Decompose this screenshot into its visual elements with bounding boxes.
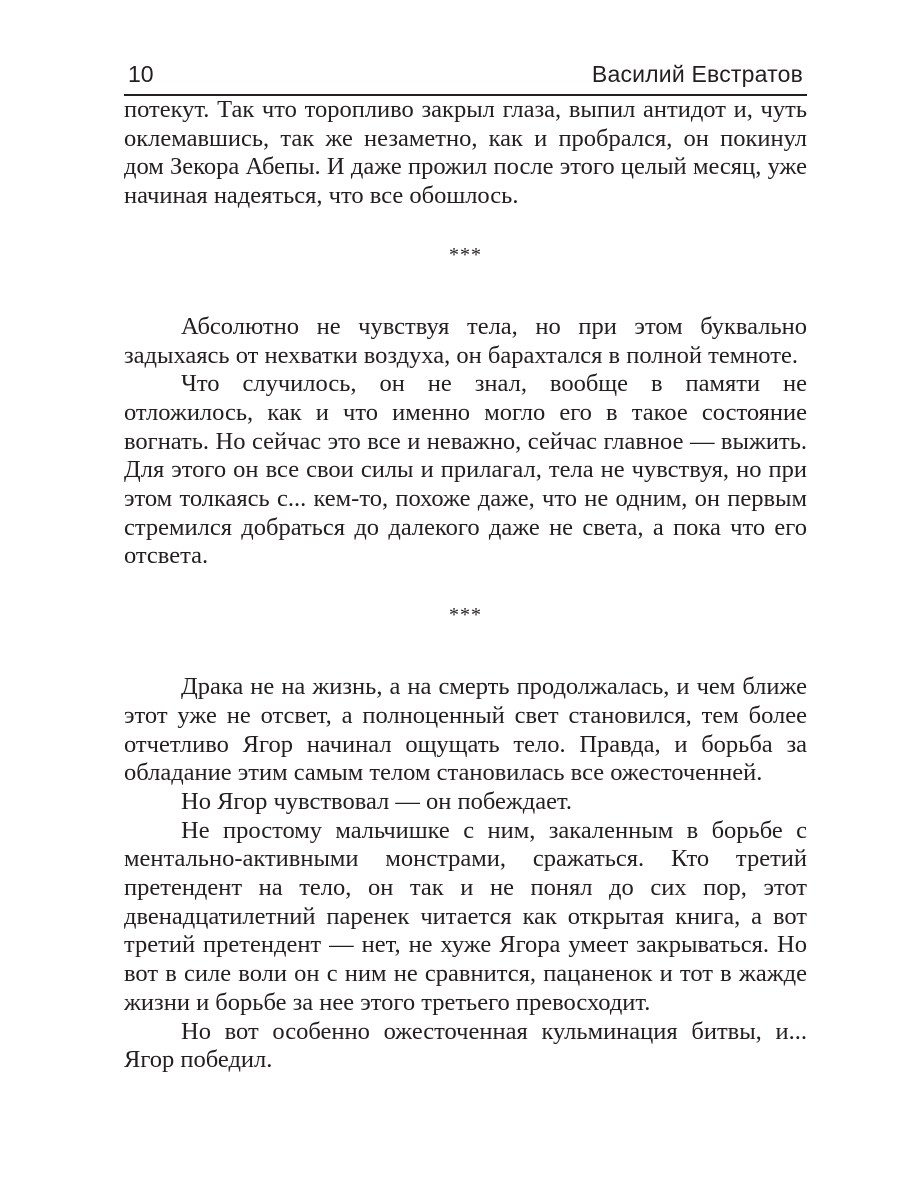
section-separator: *** <box>449 243 482 266</box>
paragraph: Драка не на жизнь, а на смерть продолжалась, и чем ближе этот уже не отсвет, а полноценный свет становился, тем более отчетливо Ягор начинал ощущать тело. Правда, и борьба за обладание этим самым телом становилась все ожесточенней. <box>124 673 807 787</box>
page-header <box>124 58 807 96</box>
continuation-paragraph: потекут. Так что торопливо закрыл глаза, выпил антидот и, чуть оклемавшись, так же незаметно, как и пробрался, он покинул дом Зекора Абепы. И даже прожил после этого целый месяц, уже начиная надеяться, что все обошлось. <box>124 96 807 210</box>
paragraph: Но Ягор чувствовал — он побеждает. <box>181 787 573 815</box>
page-number: 10 <box>128 61 154 87</box>
paragraph: Абсолютно не чувствуя тела, но при этом буквально задыхаясь от нехватки воздуха, он барахтался в полной темноте. <box>124 312 807 369</box>
section-separator: *** <box>449 604 482 627</box>
paragraph: Но вот особенно ожесточенная кульминация битвы, и... Ягор победил. <box>124 1017 807 1074</box>
running-head-author: Василий Евстратов <box>591 61 803 87</box>
paragraph: Что случилось, он не знал, вообще в памяти не отложилось, как и что именно могло его в такое состояние вогнать. Но сейчас это все и неважно, сейчас главное — выжить. Для этого он все свои силы и прилагал, тела не чувствуя, но при этом толкаясь с... кем-то, похоже даже, что не одним, он первым стремился добраться до далекого даже не света, а пока что его отсвета. <box>124 370 807 570</box>
paragraph: Не простому мальчишке с ним, закаленным в борьбе с ментально-активными монстрами, сражаться. Кто третий претендент на тело, он так и не понял до сих пор, этот двенадцатилетний паренек читается как открытая книга, а вот третий претендент — нет, не хуже Ягора умеет закрываться. Но вот в силе воли он с ним не сравнится, пацаненок и тот в жажде жизни и борьбе за нее этого третьего превосходит. <box>124 816 807 1016</box>
body-text <box>124 96 807 1075</box>
book-page <box>124 58 807 1075</box>
